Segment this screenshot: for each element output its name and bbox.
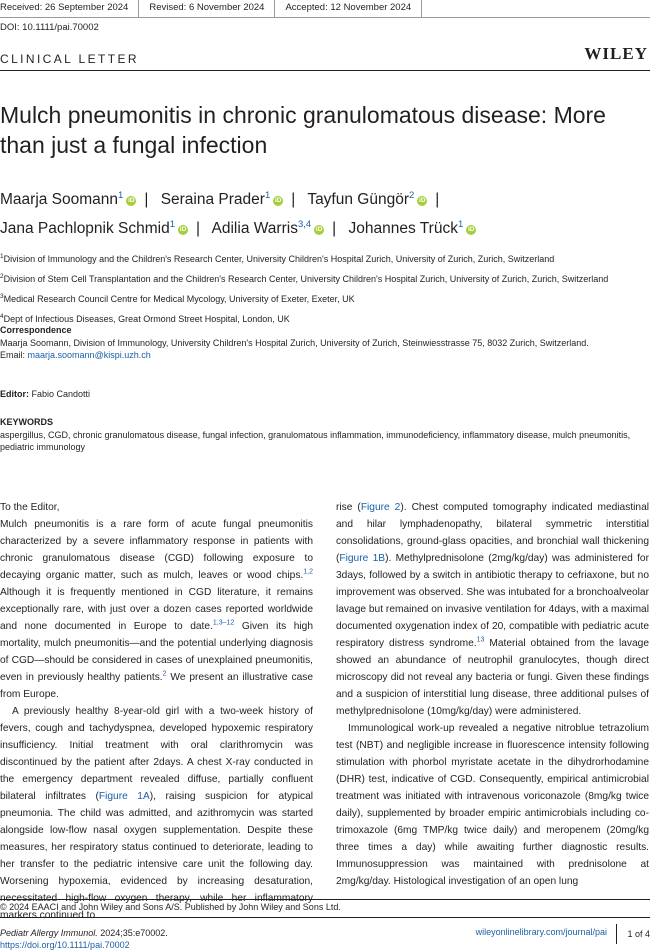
article-dates bbox=[0, 0, 650, 18]
citation-link[interactable]: 1,2 bbox=[303, 568, 313, 576]
figure-link[interactable]: Figure 2 bbox=[360, 502, 401, 513]
affiliation-ref[interactable]: 1 bbox=[118, 190, 124, 201]
orcid-icon[interactable]: iD bbox=[419, 197, 426, 205]
author-separator: | bbox=[332, 220, 337, 238]
email-link[interactable]: maarja.soomann@kispi.uzh.ch bbox=[27, 350, 151, 360]
author-name: Johannes Trück bbox=[348, 220, 458, 238]
editor-name: Fabio Candotti bbox=[31, 389, 91, 399]
salutation: To the Editor, bbox=[0, 502, 60, 513]
figure-link[interactable]: Figure 1B bbox=[339, 553, 386, 564]
article-title: Mulch pneumonitis in chronic granulomatous disease: More than just a fungal infection bbox=[0, 102, 606, 158]
journal-name: Pediatr Allergy Immunol. bbox=[0, 928, 98, 938]
correspondence-address: Maarja Soomann, Division of Immunology, University Children's Hospital Zurich, University of Zurich, Steinwiesstrasse 75, 8032 Zurich, Switzerland. bbox=[0, 337, 589, 348]
author-name: Jana Pachlopnik Schmid bbox=[0, 220, 170, 238]
author-separator: | bbox=[291, 191, 296, 209]
article-type-label: CLINICAL LETTER bbox=[0, 52, 139, 66]
author[interactable] bbox=[307, 191, 427, 208]
correspondence-heading: Correspondence bbox=[0, 325, 72, 335]
doi-link[interactable]: https://doi.org/10.1111/pai.70002 bbox=[0, 940, 130, 950]
affiliation: $^3$Medical Research Council Centre for Medical Mycology, University of Exeter, Exeter, UK bbox=[0, 293, 355, 304]
citation-link[interactable]: 1,3–12 bbox=[212, 619, 235, 627]
page-number: 1 of 4 bbox=[616, 924, 650, 944]
journal-website-link[interactable]: wileyonlinelibrary.com/journal/pai bbox=[475, 927, 607, 937]
journal-citation: Pediatr Allergy Immunol. 2024;35:e70002. https://doi.org/10.1111/pai.70002 bbox=[0, 928, 168, 950]
figure-link[interactable]: Figure 1A bbox=[98, 791, 150, 802]
affiliation-ref[interactable]: 2 bbox=[409, 190, 415, 201]
correspondence-block bbox=[0, 324, 640, 362]
author-name: Maarja Soomann bbox=[0, 191, 119, 209]
affiliation-ref[interactable]: 1 bbox=[264, 190, 271, 201]
paragraph: Mulch pneumonitis is a rare form of acute fungal pneumonitis characterized by a severe inflammatory response in patients with chronic granulomatous disease (CGD) following exposure to decaying organic matter, such as mulch, leaves or wood chips.$^{1,2}$ Although it is frequently mentioned in CGD literature, it remains exceptionally rare, with just over a dozen cases reported worldwide and none documented in Europe to date.$^{1,3-12}$ Given its high mortality, mulch pneumonitis—and the potential underlying diagnosis of CGD—should be considered in cases of unexplained pneumonitis, even in previously healthy patients.$^2$ We present an illustrative case from Europe. bbox=[0, 519, 313, 700]
header-divider bbox=[0, 70, 650, 71]
keywords-text: aspergillus, CGD, chronic granulomatous disease, fungal infection, granulomatous inflammation, immunodeficiency, inflammatory disease, mulch pneumonitis, pediatric immunology bbox=[0, 429, 631, 452]
orcid-icon[interactable]: iD bbox=[275, 197, 282, 205]
author-name: Adilia Warris bbox=[211, 220, 298, 238]
affiliation: $^4$Dept of Infectious Diseases, Great Ormond Street Hospital, London, UK bbox=[0, 313, 290, 324]
doi-header: DOI: 10.1111/pai.70002 bbox=[0, 22, 99, 33]
accepted-date: Accepted: 12 November 2024 bbox=[275, 0, 422, 17]
author-separator: | bbox=[435, 191, 440, 209]
orcid-icon[interactable]: iD bbox=[179, 226, 187, 234]
author-name: Tayfun Güngör bbox=[307, 191, 409, 209]
affiliation-ref[interactable]: 1 bbox=[169, 219, 176, 231]
author-list bbox=[0, 183, 640, 241]
author[interactable] bbox=[349, 220, 477, 237]
author[interactable] bbox=[0, 191, 136, 208]
author[interactable] bbox=[212, 220, 325, 237]
footer-divider bbox=[0, 899, 650, 900]
body-column-left bbox=[0, 499, 313, 924]
author[interactable] bbox=[161, 191, 284, 208]
author-separator: | bbox=[196, 220, 201, 238]
paragraph: Immunological work-up revealed a negative nitroblue tetrazolium test (NBT) and negligible increase in fluorescence intensity following stimulation with phorbol myristate acetate in the dihydrorhodamine (DHR) test, indicative of CGD. Consequently, empirical antimicrobial treatment was initiated with intravenous voriconazole (8mg/kg twice daily), supplemented by broader empiric antimicrobials including co-trimoxazole (6mg TMP/kg twice daily) and meropenem (20mg/kg three times a day) while awaiting further diagnostic results. Immunosuppression was maintained with prednisolone at 2mg/kg/day. Histological investigation of an open lung bbox=[336, 723, 649, 887]
affiliation: $^2$Division of Stem Cell Transplantation and the Children's Research Center, University Children's Hospital Zurich, University of Zurich, Zurich, Switzerland bbox=[0, 273, 609, 284]
keywords-heading: KEYWORDS bbox=[0, 417, 54, 427]
author-name: Seraina Prader bbox=[160, 191, 265, 209]
footer-divider bbox=[0, 917, 650, 918]
paragraph: A previously healthy 8-year-old girl with a two-week history of fevers, cough and tachydyspnea, developed hypoxemic respiratory insufficiency. Initial treatment with oral clarithromycin was discontinued by the patient after 2days. A chest X-ray conducted in the emergency department revealed diffuse, partially confluent bilateral infiltrates (Figure 1A), raising suspicion for atypical pneumonia. The child was admitted, and azithromycin was started alongside low-flow nasal oxygen supplementation. Despite these measures, her respiratory status continued to deteriorate, leading to her transfer to the pediatric intensive care unit the following day. Worsening hypoxemia, evidenced by increasing desaturation, necessitated high-flow oxygen therapy, while her inflammatory markers continued to bbox=[0, 706, 313, 921]
correspondence-email-line: Email: maarja.soomann@kispi.uzh.ch bbox=[0, 350, 151, 360]
keywords-block bbox=[0, 416, 645, 454]
citation-link[interactable]: 2 bbox=[162, 670, 167, 678]
editor-line: Editor: Fabio Candotti bbox=[0, 389, 91, 399]
orcid-icon[interactable]: iD bbox=[128, 197, 135, 205]
revised-date: Revised: 6 November 2024 bbox=[139, 0, 275, 17]
affiliation: $^1$Division of Immunology and the Children's Research Center, University Children's Hospital Zurich, University of Zurich, Zurich, Switzerland bbox=[0, 253, 555, 264]
received-date: Received: 26 September 2024 bbox=[0, 0, 139, 17]
author-separator: | bbox=[144, 191, 149, 209]
citation-link[interactable]: 13 bbox=[476, 636, 485, 644]
orcid-icon[interactable]: iD bbox=[315, 226, 323, 234]
author[interactable] bbox=[0, 220, 188, 237]
body-column-right bbox=[336, 499, 649, 890]
wiley-logo[interactable]: WILEY bbox=[584, 44, 648, 63]
orcid-icon[interactable]: iD bbox=[468, 226, 475, 234]
copyright-notice: © 2024 EAACI and John Wiley and Sons A/S. Published by John Wiley and Sons Ltd. bbox=[0, 902, 341, 912]
paragraph: rise (Figure 2). Chest computed tomography indicated mediastinal and hilar lymphadenopathy, bilateral symmetric interstitial consolidations, ground-glass opacities, and bronchial wall thickening (Figure 1B). Methylprednisolone (2mg/kg/day) was administered for 3days, followed by a switch in antibiotic therapy to cefriaxone, but no improvement was observed. She was intubated for a bronchoalveolar lavage but remained on invasive ventilation for 4days, with a maximal documented oxygenation index of 20, compatible with pediatric acute respiratory distress syndrome.$^{13}$ Material obtained from the lavage showed an abundance of neutrophil granulocytes, though direct microscopy did not reveal any bacteria or fungi. Given these findings and a suspicion of interstitial lung disease, three additional pulses of methylprednisolone (10mg/kg/day) were administered. bbox=[336, 502, 650, 717]
affiliation-ref[interactable]: 3,4 bbox=[297, 219, 312, 231]
affiliation-ref[interactable]: 1 bbox=[457, 219, 464, 231]
affiliation-list bbox=[0, 248, 640, 328]
